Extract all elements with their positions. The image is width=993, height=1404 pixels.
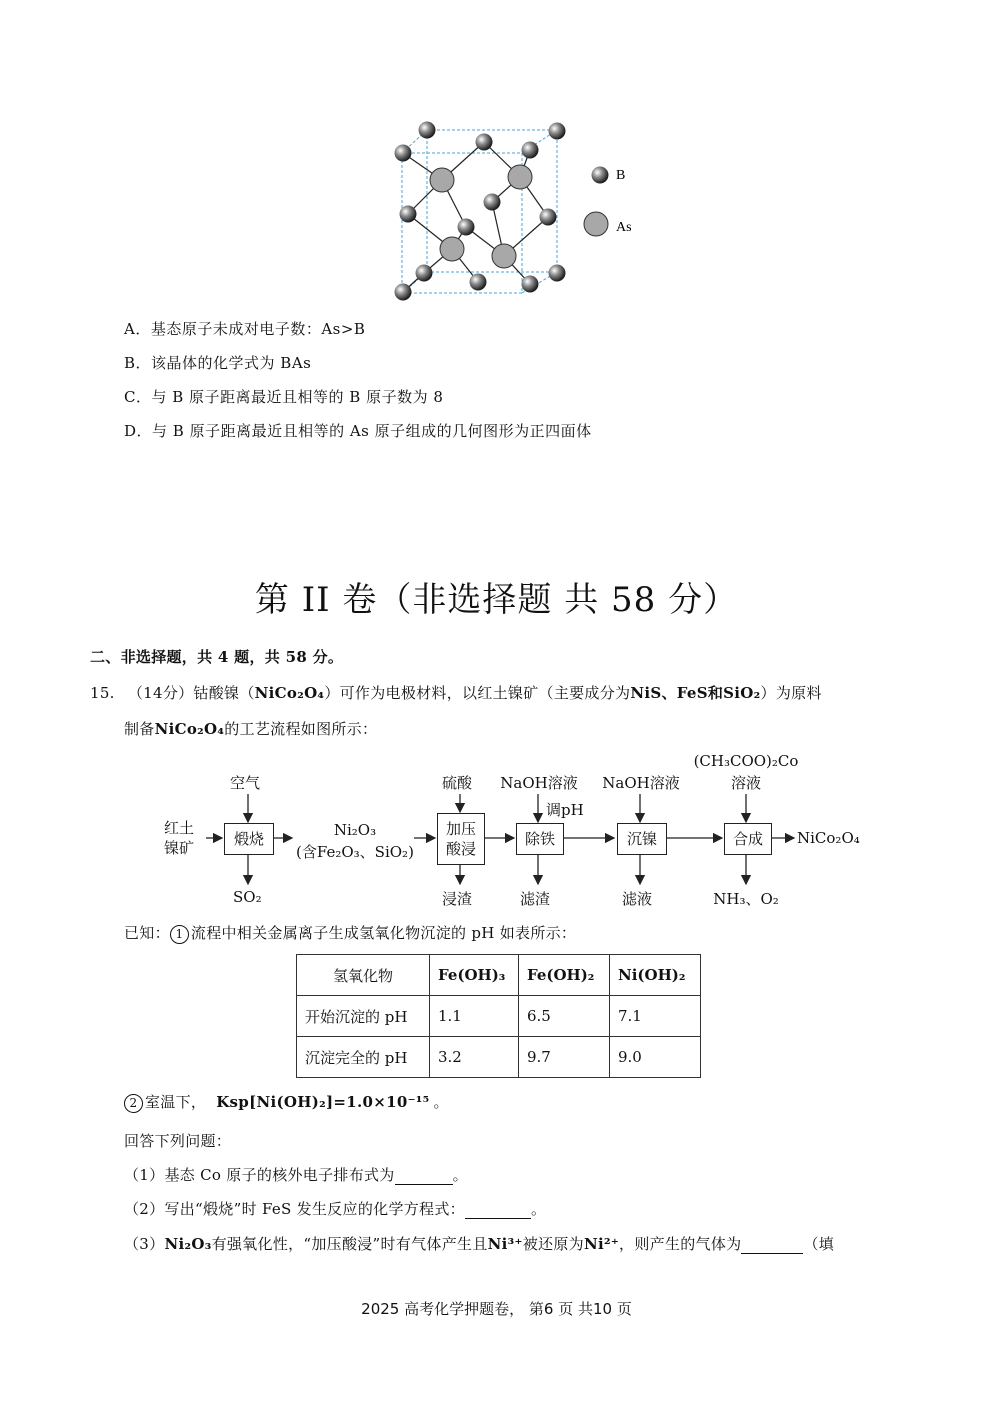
table-cell: 开始沉淀的 pH <box>297 996 430 1037</box>
section-note: 二、非选择题，共 4 题，共 58 分。 <box>90 648 344 666</box>
circle-number-2: 2 <box>124 1094 143 1113</box>
sub-question-2: （2）写出“煅烧”时 FeS 发生反应的化学方程式： 。 <box>124 1200 547 1218</box>
q15-materials: NiS、FeS和SiO₂ <box>630 684 761 702</box>
remove-fe-box: 除铁 <box>516 823 564 855</box>
naoh-label-2: NaOH溶液 <box>602 774 680 792</box>
mid-product-label-2: (含Fe₂O₃、SiO₂) <box>296 843 414 861</box>
co-reagent-label-1: (CH₃COO)₂Co <box>693 752 799 770</box>
table-header: Ni(OH)₂ <box>610 955 701 996</box>
q15-score: （14分）钴酸镍（ <box>127 684 255 702</box>
precip-ni-box: 沉镍 <box>617 823 667 855</box>
filtrate-label: 滤液 <box>622 890 653 908</box>
table-cell: 9.0 <box>610 1037 701 1078</box>
page-footer: 2025 高考化学押题卷， 第6 页 共10 页 <box>361 1300 632 1318</box>
known-2: 2 室温下， Ksp[Ni(OH)₂]=1.0×10⁻¹⁵ 。 <box>124 1091 449 1113</box>
q15-intro-mid: ）可作为电极材料，以红土镍矿（主要成分为 <box>324 684 631 702</box>
sub-question-3: （3）Ni₂O₃有强氧化性，“加压酸浸”时有气体产生且Ni³⁺被还原为Ni²⁺，则产生的气体为 （填 <box>124 1235 835 1253</box>
table-header: Fe(OH)₂ <box>519 955 610 996</box>
table-cell: 7.1 <box>610 996 701 1037</box>
acid-label: 硫酸 <box>442 774 473 792</box>
roast-box: 煅烧 <box>224 823 274 855</box>
option-d: D．与 B 原子距离最近且相等的 As 原子组成的几何图形为正四面体 <box>124 422 592 440</box>
sub-question-1: （1）基态 Co 原子的核外电子排布式为 。 <box>124 1166 468 1184</box>
q15-line2: 制备NiCo₂O₄的工艺流程如图所示： <box>124 720 378 738</box>
q15-number: 15. <box>90 684 115 702</box>
ph-table <box>296 954 701 1078</box>
section-title: 第 II 卷（非选择题 共 58 分） <box>254 580 739 620</box>
legend-b-label: B <box>616 168 626 183</box>
option-c: C．与 B 原子距离最近且相等的 B 原子数为 8 <box>124 388 444 406</box>
answer-prompt: 回答下列问题： <box>124 1132 232 1150</box>
leach-box: 加压 酸浸 <box>437 813 485 865</box>
table-cell: 沉淀完全的 pH <box>297 1037 430 1078</box>
q15-line1 <box>90 682 822 703</box>
option-a: A．基态原子未成对电子数：As>B <box>124 320 366 338</box>
table-header: 氢氧化物 <box>297 955 430 996</box>
crystal-structure-figure <box>380 110 670 310</box>
answer-blank <box>741 1235 803 1254</box>
table-cell: 6.5 <box>519 996 610 1037</box>
table-cell: 9.7 <box>519 1037 610 1078</box>
answer-blank <box>395 1166 453 1185</box>
naoh-label-1: NaOH溶液 <box>500 774 578 792</box>
synth-box: 合成 <box>724 823 772 855</box>
table-row <box>297 996 701 1037</box>
so2-label: SO₂ <box>233 888 262 906</box>
mid-product-label-1: Ni₂O₃ <box>333 821 377 839</box>
table-row <box>297 1037 701 1078</box>
residue-label: 浸渣 <box>442 890 473 908</box>
adjust-ph-label: 调pH <box>546 801 584 819</box>
ore-label: 红土 镍矿 <box>164 819 195 857</box>
table-header-row <box>297 955 701 996</box>
product-label: NiCo₂O₄ <box>797 829 860 847</box>
co-reagent-label-2: 溶液 <box>730 774 761 792</box>
option-b: B．该晶体的化学式为 BAs <box>124 354 312 372</box>
table-header: Fe(OH)₃ <box>430 955 519 996</box>
table-cell: 3.2 <box>430 1037 519 1078</box>
known-1: 已知： 1 流程中相关金属离子生成氢氧化物沉淀的 pH 如表所示： <box>124 924 577 942</box>
answer-blank <box>465 1200 531 1219</box>
ksp-expression: Ksp[Ni(OH)₂]=1.0×10⁻¹⁵ <box>216 1093 430 1111</box>
legend-as-label: As <box>616 220 632 235</box>
q15-formula: NiCo₂O₄ <box>254 684 325 702</box>
air-label: 空气 <box>230 774 261 792</box>
circle-number-1: 1 <box>170 925 189 944</box>
filter-residue-label: 滤渣 <box>520 890 551 908</box>
q15-intro-end: ）为原料 <box>760 684 822 702</box>
table-cell: 1.1 <box>430 996 519 1037</box>
gases-label: NH₃、O₂ <box>713 890 779 908</box>
